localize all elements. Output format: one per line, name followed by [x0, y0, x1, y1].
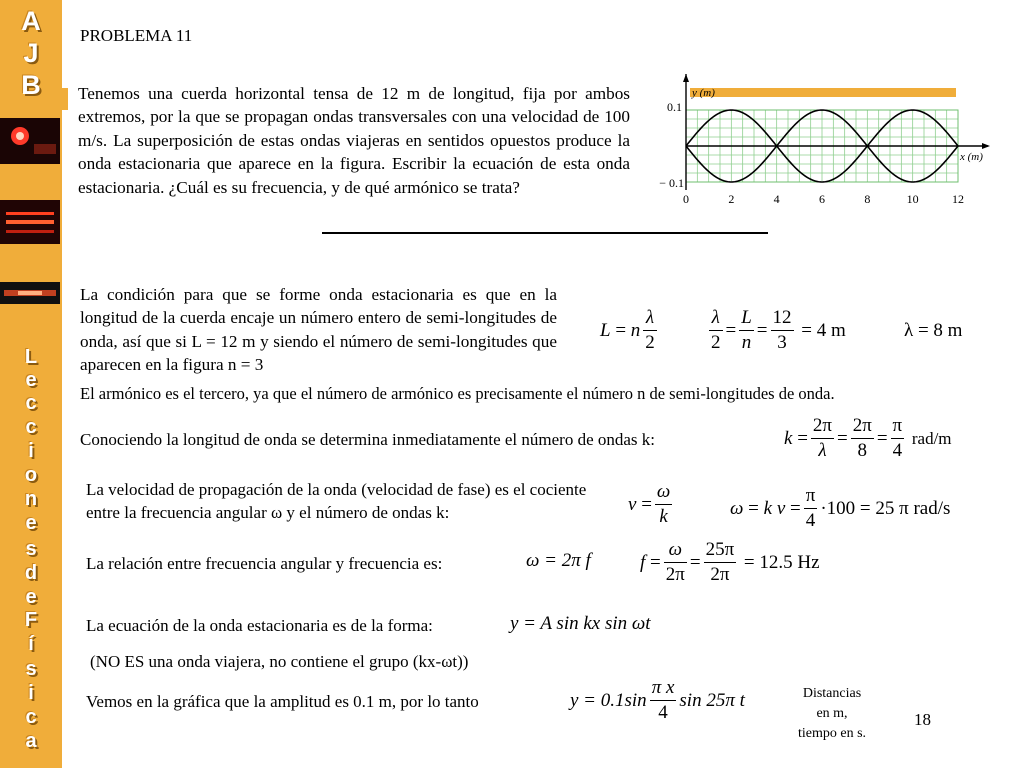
- sidebar-letter: s: [25, 658, 37, 680]
- condition-text: La condición para que se forme onda estacionaria es que en la longitud de la cuerda encaje un número entero de semi-longitudes de onda, así que si L = 12 m y siendo el número de semi-longitudes que aparecen en la figura n = 3: [80, 285, 557, 375]
- sidebar-letter: d: [24, 562, 38, 584]
- x-tick-label: 6: [819, 192, 825, 206]
- x-tick-label: 4: [773, 192, 780, 206]
- units-note-line: Distancias: [802, 686, 862, 701]
- sidebar-letter: L: [24, 346, 38, 368]
- sidebar-letter: i: [28, 440, 34, 462]
- y-tick-label: 0.1: [667, 100, 682, 114]
- x-tick-label: 12: [952, 192, 964, 206]
- sidebar-letter: c: [25, 706, 37, 728]
- separator-line: [322, 232, 768, 234]
- fraction: $\frac{\pi}{4}$: [892, 415, 903, 461]
- equation-wavenumber: k = $\frac{2\pi}{\lambda}$ = $\frac{2\pi}{8}$ = $\frac{\pi}{4}$ rad/m: [784, 415, 952, 461]
- x-tick-label: 8: [864, 192, 871, 206]
- decorative-strip: [62, 88, 68, 110]
- wavenumber-text: Conociendo la longitud de onda se determina inmediatamente el número de ondas k:: [80, 430, 656, 449]
- fraction: $\frac{25\pi}{2\pi}$: [705, 539, 735, 585]
- x-tick-label: 2: [728, 192, 735, 206]
- sidebar-letter: e: [25, 369, 37, 391]
- x-axis-label: x (m): [960, 151, 983, 163]
- units-note-line: tiempo en s.: [797, 726, 867, 741]
- page-number: 18: [914, 710, 931, 729]
- sidebar: [0, 0, 62, 768]
- sidebar-letter: e: [25, 586, 37, 608]
- velocity-text: La velocidad de propagación de la onda (velocidad de fase) es el cociente entre la frecuencia angular ω y el número de ondas k:: [86, 480, 587, 523]
- harmonic-text: El armónico es el tercero, ya que el número de armónico es precisamente el número n de semi-longitudes de onda.: [80, 384, 835, 403]
- fraction: $\frac{\omega}{2\pi}$: [665, 539, 685, 585]
- sidebar-letter: c: [25, 416, 37, 438]
- laser-photo-thumbnail: [0, 200, 60, 244]
- fraction: $\frac{2\pi}{\lambda}$: [812, 415, 832, 461]
- eq-symbol: n: [630, 319, 641, 341]
- equation-omega-frequency: ω = 2π f: [526, 550, 591, 571]
- equation-half-wavelength: [706, 306, 846, 355]
- x-tick-label: 0: [683, 192, 689, 206]
- problem-statement: Tenemos una cuerda horizontal tensa de 12 m de longitud, fija por ambos extremos, por la que se propagan ondas transversales con una velocidad de 100 m/s. La superposición de estas ondas viajeras en sentidos opuestos produce la onda estacionaria que aparece en la figura. Escribir la ecuación de esta onda estacionaria. ¿Cuál es su frecuencia, y de qué armónico se trata?: [78, 84, 630, 197]
- equation-wavelength: λ = 8 m: [904, 320, 963, 341]
- y-axis-label: y (m): [692, 87, 715, 99]
- sidebar-letter: F: [24, 609, 38, 631]
- fraction: $\frac{\lambda}{2}$: [645, 307, 655, 353]
- fraction: $\frac{\lambda}{2}$: [711, 307, 721, 353]
- equation-phase-velocity: v = $\frac{\omega}{k}$: [628, 481, 671, 527]
- problem-title: PROBLEMA 11: [80, 26, 193, 45]
- sidebar-letter: e: [25, 512, 37, 534]
- units-note: [780, 684, 884, 744]
- fraction: $\frac{\pi}{4}$: [805, 485, 816, 531]
- standing-wave-figure: [648, 72, 992, 212]
- sidebar-letter: A: [21, 6, 41, 36]
- sidebar-letter: o: [24, 464, 38, 486]
- units-note-line: en m,: [816, 706, 848, 721]
- eq-sign: =: [725, 319, 737, 341]
- equation-final: y = 0.1sin $\frac{\text{π x}}{4}$ sin 25π t: [570, 677, 745, 723]
- eq-result: = 4 m: [801, 319, 846, 341]
- laser-photo-thumbnail: [0, 282, 60, 304]
- equation-angular-frequency: ω = k v = $\frac{\pi}{4}$ ·100 = 25 π rad/s: [730, 485, 951, 531]
- fraction: $\frac{L}{n}$: [741, 307, 752, 353]
- sidebar-letter: i: [28, 682, 34, 704]
- eq-symbol: L: [600, 319, 611, 341]
- sidebar-letter: í: [28, 633, 34, 655]
- sidebar-letter: c: [25, 392, 37, 414]
- x-tick-label: 10: [906, 192, 919, 206]
- x-tick-labels: [683, 192, 964, 206]
- laser-photo-thumbnail: [0, 118, 60, 164]
- sidebar-letter: n: [24, 488, 38, 510]
- sidebar-letter: s: [25, 538, 37, 560]
- fraction: $\frac{\omega}{k}$: [656, 481, 671, 527]
- fraction: $\frac{\text{π x}}{4}$: [651, 677, 675, 723]
- eq-sign: =: [756, 319, 768, 341]
- eq-sign: =: [615, 319, 627, 341]
- y-tick-label: − 0.1: [659, 176, 684, 190]
- equation-length: [600, 306, 660, 355]
- sidebar-letter: a: [25, 730, 37, 752]
- fraction: $\frac{12}{3}$: [772, 307, 792, 353]
- sidebar-letter: J: [23, 38, 39, 68]
- equation-frequency: f = $\frac{\omega}{2\pi}$ = $\frac{25\pi}{2\pi}$ = 12.5 Hz: [640, 539, 820, 585]
- sidebar-letter: B: [21, 70, 41, 100]
- amplitude-text: Vemos en la gráfica que la amplitud es 0.1 m, por lo tanto: [86, 692, 479, 711]
- frequency-text: La relación entre frecuencia angular y frecuencia es:: [86, 554, 443, 573]
- wave-equation-text: La ecuación de la onda estacionaria es de la forma:: [86, 616, 433, 635]
- not-traveling-note: (NO ES una onda viajera, no contiene el grupo (kx-ωt)): [90, 652, 469, 671]
- x-axis-arrow: [982, 143, 990, 149]
- fraction: $\frac{2\pi}{8}$: [852, 415, 872, 461]
- equation-standing-wave-form: y = A sin kx sin ωt: [510, 613, 651, 634]
- y-axis-arrow: [683, 74, 689, 82]
